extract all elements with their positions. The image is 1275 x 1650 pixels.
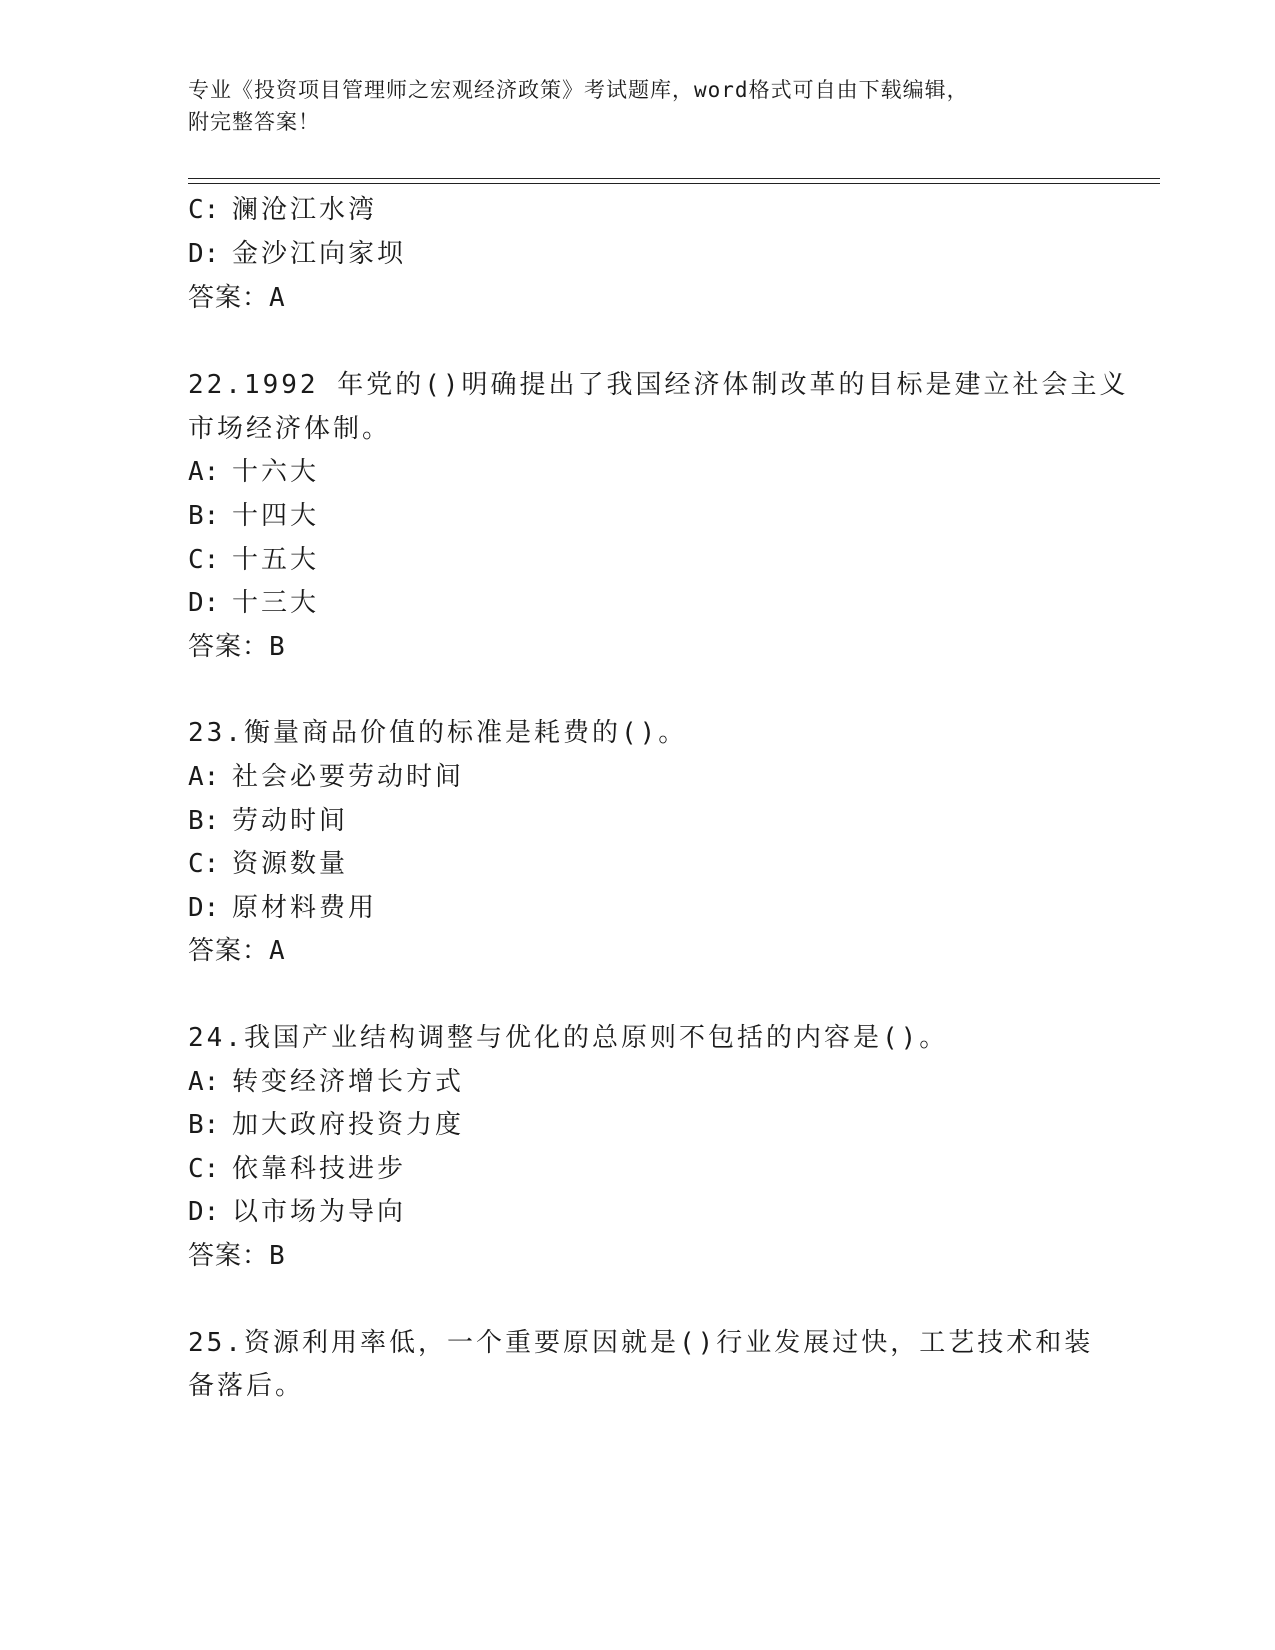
option-letter: A: bbox=[188, 457, 220, 487]
option-letter: B: bbox=[188, 1110, 220, 1140]
option-letter: B: bbox=[188, 806, 220, 836]
answer-value: B bbox=[269, 632, 286, 662]
option-text: 十三大 bbox=[232, 588, 320, 618]
option-text: 十五大 bbox=[232, 545, 320, 575]
q21-option-d bbox=[188, 237, 406, 271]
option-text: 社会必要劳动时间 bbox=[232, 762, 465, 792]
option-letter: D: bbox=[188, 893, 220, 923]
q23-option-a bbox=[188, 760, 464, 794]
option-text: 依靠科技进步 bbox=[232, 1154, 407, 1184]
option-letter: D: bbox=[188, 1197, 220, 1227]
option-text: 十六大 bbox=[232, 457, 320, 487]
q24-option-c bbox=[188, 1152, 406, 1186]
option-text: 劳动时间 bbox=[232, 806, 349, 836]
option-letter: D: bbox=[188, 588, 220, 618]
option-letter: B: bbox=[188, 501, 220, 531]
header-line-2: 附完整答案！ bbox=[188, 110, 320, 134]
option-text: 资源数量 bbox=[232, 849, 349, 879]
answer-label: 答案： bbox=[188, 632, 270, 662]
option-text: 澜沧江水湾 bbox=[232, 195, 378, 225]
answer-value: A bbox=[269, 936, 286, 966]
q24-answer bbox=[188, 1239, 286, 1273]
q23-stem-line-1: 23.衡量商品价值的标准是耗费的()。 bbox=[188, 718, 688, 748]
q23-answer bbox=[188, 934, 286, 968]
option-letter: D: bbox=[188, 239, 220, 269]
q22-option-d bbox=[188, 586, 319, 620]
header-divider-bottom bbox=[188, 183, 1160, 184]
option-text: 原材料费用 bbox=[232, 893, 378, 923]
header-divider-top bbox=[188, 178, 1160, 179]
answer-label: 答案： bbox=[188, 283, 270, 313]
option-text: 转变经济增长方式 bbox=[232, 1067, 465, 1097]
q23-option-d bbox=[188, 891, 377, 925]
header-line-1: 专业《投资项目管理师之宏观经济政策》考试题库，word格式可自由下载编辑， bbox=[188, 78, 969, 102]
q21-answer bbox=[188, 281, 286, 315]
option-text: 加大政府投资力度 bbox=[232, 1110, 465, 1140]
q22-stem-line-1: 22.1992 年党的()明确提出了我国经济体制改革的目标是建立社会主义 bbox=[188, 370, 1129, 400]
q22-answer bbox=[188, 630, 286, 664]
q22-stem-line-2: 市场经济体制。 bbox=[188, 414, 392, 444]
q24-option-a bbox=[188, 1065, 464, 1099]
option-letter: C: bbox=[188, 1154, 220, 1184]
answer-label: 答案： bbox=[188, 936, 270, 966]
q22-option-b bbox=[188, 499, 319, 533]
option-letter: C: bbox=[188, 195, 220, 225]
q23-option-b bbox=[188, 804, 348, 838]
q22-option-c bbox=[188, 543, 319, 577]
q24-option-d bbox=[188, 1195, 406, 1229]
q22-option-a bbox=[188, 455, 319, 489]
option-letter: A: bbox=[188, 762, 220, 792]
document-header bbox=[188, 74, 1088, 138]
option-text: 金沙江向家坝 bbox=[232, 239, 407, 269]
q25-stem-line-2: 备落后。 bbox=[188, 1371, 305, 1401]
option-letter: A: bbox=[188, 1067, 220, 1097]
q24-option-b bbox=[188, 1108, 464, 1142]
q24-stem-line-1: 24.我国产业结构调整与优化的总原则不包括的内容是()。 bbox=[188, 1023, 949, 1053]
option-letter: C: bbox=[188, 545, 220, 575]
option-text: 以市场为导向 bbox=[232, 1197, 407, 1227]
answer-label: 答案： bbox=[188, 1241, 270, 1271]
answer-value: B bbox=[269, 1241, 286, 1271]
answer-value: A bbox=[269, 283, 286, 313]
q25-stem-line-1: 25.资源利用率低，一个重要原因就是()行业发展过快，工艺技术和装 bbox=[188, 1328, 1094, 1358]
option-letter: C: bbox=[188, 849, 220, 879]
q21-option-c bbox=[188, 193, 377, 227]
q23-option-c bbox=[188, 847, 348, 881]
option-text: 十四大 bbox=[232, 501, 320, 531]
